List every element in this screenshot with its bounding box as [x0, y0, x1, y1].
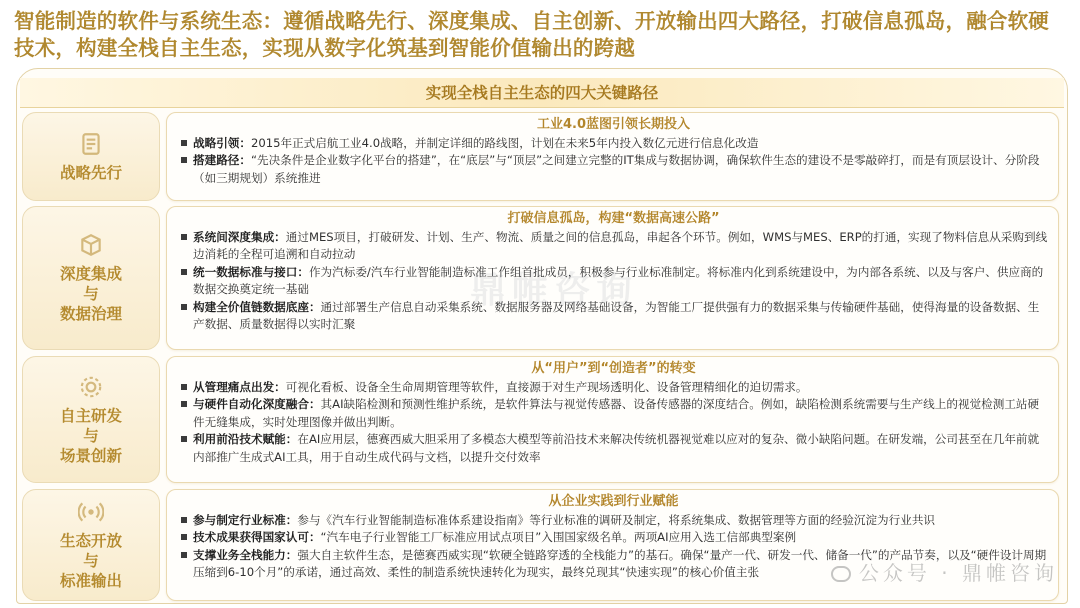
pillar-integration	[22, 206, 160, 350]
item-text: “先决条件是企业数字化平台的搭建”，在“底层”与“顶层”之间建立完整的IT集成与数据协调，确保软件生态的建设不是零敲碎打，而是有顶层设计、分阶段（如三期规划）系统推进	[193, 153, 1040, 185]
path-card	[166, 489, 1059, 601]
path-card	[166, 356, 1059, 483]
pillar-label: 生态开放 与 标准输出	[59, 532, 122, 590]
item-text: 可视化看板、设备全生命周期管理等软件，直接源于对生产现场透明化、设备管理精细化的迫切需求。	[285, 380, 808, 394]
path-card	[166, 112, 1059, 201]
item-label: 统一数据标准与接口：	[193, 264, 309, 279]
section-header: 实现全栈自主生态的四大关键路径	[20, 78, 1064, 108]
list-item	[179, 379, 1048, 396]
list-item	[179, 547, 1048, 582]
watermark-corner-text: 公众号 · 鼎帷咨询	[858, 561, 1058, 585]
item-label: 系统间深度集成：	[193, 230, 286, 244]
item-label: 与硬件自动化深度融合：	[193, 397, 321, 412]
pillar-label: 自主研发 与 场景创新	[59, 406, 122, 465]
item-label: 支撑业务全栈能力：	[193, 547, 298, 562]
list-item	[179, 229, 1048, 264]
card-title: 打破信息孤岛，构建“数据高速公路”	[507, 211, 720, 226]
pillar-innovation	[22, 356, 160, 483]
broadcast-icon	[78, 499, 104, 525]
path-row-openness	[22, 489, 1062, 601]
list-item	[179, 135, 1048, 152]
item-label: 利用前沿技术赋能：	[193, 432, 298, 447]
item-text: 通过MES项目，打破研发、计划、生产、物流、质量之间的信息孤岛，串起各个环节。例如，WMS与MES、ERP的打通，实现了物料信息从采购到线边消耗的全程可追溯和自动拉动	[193, 230, 1048, 262]
item-text: 2015年正式启航工业4.0战略，并制定详细的路线图，计划在未来5年内投入数亿元进行信息化改造	[250, 136, 759, 150]
list-item	[179, 529, 1048, 546]
item-label: 搭建路径：	[193, 153, 251, 168]
gear-icon	[78, 374, 104, 400]
card-title: 从“用户”到“创造者”的转变	[531, 361, 696, 376]
card-title: 工业4.0蓝图引领长期投入	[536, 117, 691, 132]
item-text: 作为汽标委/汽车行业智能制造标准工作组首批成员，积极参与行业标准制定。将标准内化到系统建设中，为内部各系统、以及与客户、供应商的数据交换奠定统一基础	[193, 264, 1044, 297]
page-title: 智能制造的软件与系统生态：遵循战略先行、深度集成、自主创新、开放输出四大路径，打破信息孤岛，融合软硬技术，构建全栈自主生态，实现从数字化筑基到智能价值输出的跨越	[14, 9, 1049, 60]
item-label: 技术成果获得国家认可：	[193, 530, 321, 545]
item-label: 从管理痛点出发：	[193, 380, 286, 394]
item-text: 在AI应用层，德赛西威大胆采用了多模态大模型等前沿技术来解决传统机器视觉难以应对的复杂、微小缺陷问题。在研发端，公司甚至在几年前就内部推广生成式AI工具，用于自动生成代码与文档，以提升交付效率	[193, 432, 1040, 464]
pillar-openness	[22, 489, 160, 601]
list-item	[179, 396, 1048, 431]
item-text: “汽车电子行业智能工厂标准应用试点项目”入围国家级名单。两项AI应用入选工信部典型案例	[320, 530, 797, 545]
pillar-label: 战略先行	[59, 163, 122, 182]
path-card	[166, 206, 1059, 350]
item-text: 通过部署生产信息自动采集系统、数据服务器及网络基础设备，为智能工厂提供强有力的数据采集与传输硬件基础，使得海量的设备数据、生产数据、质量数据得以实时汇聚	[193, 299, 1040, 332]
item-text: 参与《汽车行业智能制造标准体系建设指南》等行业标准的调研及制定，将系统集成、数据管理等方面的经验沉淀为行业共识	[297, 513, 936, 527]
path-row-strategy	[22, 112, 1062, 201]
item-text: 强大自主软件生态，是德赛西威实现“软硬全链路穿透的全栈能力”的基石。确保“量产一代、研发一代、储备一代”的产品节奏，以及“硬件设计周期压缩到6-10个月”的承诺，通过高效、柔性的制造系统快速转化为现实，最终兑现其“快速实现”的核心价值主张	[193, 547, 1047, 580]
path-row-innovation	[22, 356, 1062, 483]
pillar-label: 深度集成 与 数据治理	[59, 265, 122, 323]
document-icon	[78, 131, 104, 157]
item-label: 战略引领：	[193, 136, 251, 150]
card-title: 从企业实践到行业赋能	[548, 494, 679, 509]
list-item	[179, 152, 1048, 187]
cube-icon	[78, 232, 104, 258]
list-item	[179, 264, 1048, 299]
list-item	[179, 512, 1048, 529]
pillar-strategy	[22, 112, 160, 201]
item-text: 其AI缺陷检测和预测性维护系统，是软件算法与视觉传感器、设备传感器的深度结合。例如，缺陷检测系统需要与生产线上的视觉检测工站硬件无缝集成，实时处理图像并做出判断。	[193, 397, 1040, 429]
item-label: 参与制定行业标准：	[193, 513, 298, 527]
list-item	[179, 431, 1048, 466]
path-row-integration	[22, 206, 1062, 350]
list-item	[179, 299, 1048, 334]
item-label: 构建全价值链数据底座：	[193, 299, 321, 314]
